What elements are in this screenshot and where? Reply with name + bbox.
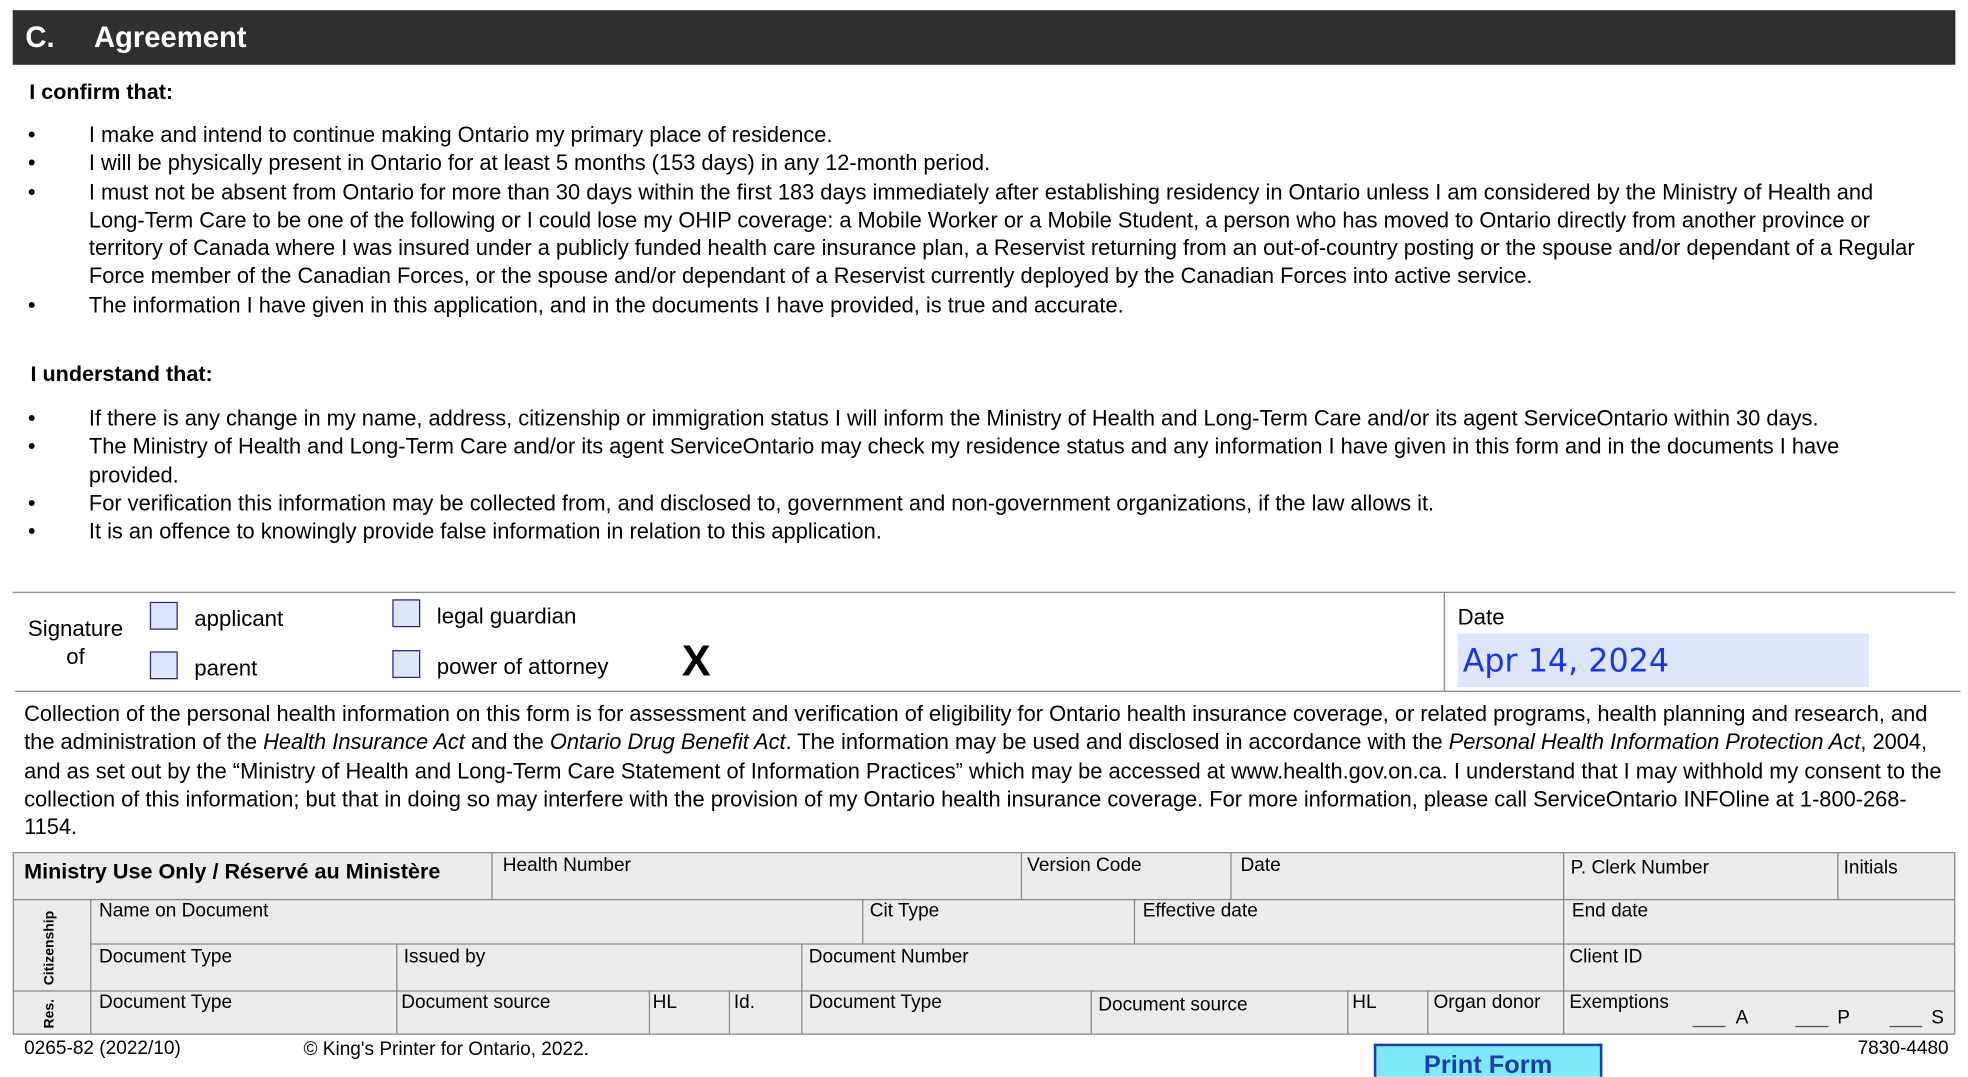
document-number-label: Document Number	[808, 945, 969, 968]
confirm-heading: I confirm that:	[29, 79, 174, 105]
divider	[1021, 853, 1022, 899]
signature-of-label: Signature of	[27, 615, 124, 670]
signature-x-mark: X	[681, 637, 711, 686]
cit-type-label: Cit Type	[869, 900, 940, 922]
document-source-label: Document source	[401, 991, 551, 1014]
exemptions-label: Exemptions	[1569, 991, 1669, 1014]
divider	[1837, 853, 1838, 899]
ministry-title: Ministry Use Only / Réservé au Ministère	[24, 859, 441, 884]
list-item: • For verification this information may be collected from, and disclosed to, government and non-government organizations, if the law allows it.	[27, 489, 1435, 516]
ministry-use-table	[13, 852, 1956, 1035]
legal-guardian-label: legal guardian	[436, 603, 577, 629]
divider	[649, 990, 650, 1033]
divider	[801, 943, 802, 1033]
divider	[396, 943, 397, 1033]
exemption-p-label: P	[1837, 1006, 1850, 1029]
list-item: • If there is any change in my name, address, citizenship or immigration status I will inform the Ministry of Health and Long-Term Care and/or its agent ServiceOntario within 30 days.	[27, 405, 1819, 431]
divider	[13, 592, 1956, 593]
exemption-s-label: S	[1931, 1006, 1944, 1029]
section-letter: C.	[25, 20, 55, 54]
document-source-label: Document source	[1098, 994, 1248, 1016]
divider	[90, 943, 1954, 944]
initials-label: Initials	[1843, 857, 1898, 879]
divider	[1347, 990, 1348, 1033]
citizenship-label: Citizenship	[41, 910, 58, 986]
list-item: • I make and intend to continue making Ontario my primary place of residence.	[27, 121, 833, 148]
understand-list	[28, 404, 1933, 546]
exemption-s-blank	[1889, 1026, 1922, 1027]
list-item: • The Ministry of Health and Long-Term Care and/or its agent ServiceOntario may check my residence status and any information I have given in this form and in the documents I have provided.	[27, 433, 1840, 488]
clerk-number-label: P. Clerk Number	[1570, 857, 1709, 879]
client-id-label: Client ID	[1569, 945, 1643, 968]
power-of-attorney-checkbox[interactable]	[392, 650, 420, 678]
document-type-label: Document Type	[808, 991, 942, 1014]
divider	[729, 990, 730, 1033]
list-item: • It is an offence to knowingly provide false information in relation to this application.	[27, 518, 882, 544]
res-label: Res.	[41, 998, 58, 1029]
divider	[491, 853, 492, 899]
legal-guardian-checkbox[interactable]	[392, 599, 420, 627]
date-label-ministry: Date	[1240, 854, 1281, 877]
date-field[interactable]	[1458, 634, 1869, 687]
list-item: • The information I have given in this application, and in the documents I have provided, is true and accurate.	[27, 291, 1124, 318]
divider	[1444, 592, 1445, 691]
parent-checkbox[interactable]	[150, 651, 178, 679]
print-form-button[interactable]: Print Form	[1374, 1044, 1603, 1077]
exemption-a-blank	[1693, 1026, 1726, 1027]
name-on-document-label: Name on Document	[99, 900, 269, 922]
form-number: 0265-82 (2022/10)	[24, 1037, 181, 1059]
end-date-label: End date	[1571, 900, 1649, 922]
divider	[14, 899, 1954, 900]
divider	[1091, 990, 1092, 1033]
divider	[90, 899, 91, 1034]
applicant-checkbox[interactable]	[150, 602, 178, 630]
section-header	[13, 10, 1956, 65]
collection-notice: Collection of the personal health information on this form is for assessment and verification of eligibility for Ontario health insurance coverage, or related programs, health planning and research, and the administration of the Health Insurance Act and the Ontario Drug Benefit Act. The information may be used and disclosed in accordance with the Personal Health Information Protection Act, 2004, and as set out by the “Ministry of Health and Long-Term Care Statement of Information Practices” which may be accessed at www.health.gov.on.ca. I understand that I may withhold my consent to the collection of this information; but that in doing so may interfere with the provision of my Ontario health insurance coverage. For more information, please call ServiceOntario INFOline at 1-800-268-1154.	[24, 700, 1942, 840]
document-type-label: Document Type	[99, 945, 233, 968]
exemption-a-label: A	[1735, 1006, 1749, 1029]
understand-heading: I understand that:	[30, 361, 213, 386]
divider	[862, 899, 863, 943]
divider	[1134, 899, 1135, 943]
divider	[15, 691, 1960, 692]
document-type-label: Document Type	[99, 991, 233, 1014]
divider	[1230, 853, 1231, 899]
parent-label: parent	[194, 655, 258, 681]
hl-label: HL	[652, 991, 677, 1014]
form-code: 7830-4480	[1857, 1037, 1949, 1059]
id-label: Id.	[733, 991, 756, 1014]
list-item: • I will be physically present in Ontario for at least 5 months (153 days) in any 12-month period.	[27, 150, 991, 176]
exemption-p-blank	[1795, 1026, 1828, 1027]
confirm-list	[28, 121, 1933, 319]
effective-date-label: Effective date	[1142, 900, 1258, 922]
date-label: Date	[1457, 604, 1505, 630]
hl-label: HL	[1352, 991, 1377, 1014]
power-of-attorney-label: power of attorney	[436, 653, 609, 680]
issued-by-label: Issued by	[403, 945, 486, 968]
health-number-label: Health Number	[502, 854, 631, 877]
divider	[1427, 990, 1428, 1033]
version-code-label: Version Code	[1027, 854, 1142, 877]
list-item: • I must not be absent from Ontario for more than 30 days within the first 183 days immediately after establishing residency in Ontario unless I am considered by the Ministry of Health and Long-Term Care to be one of the following or I could lose my OHIP coverage: a Mobile Worker or a Mobile Student, a person who has moved to Ontario directly from another province or territory of Canada where I was insured under a publicly funded health care insurance plan, a Reservist returning from an out-of-country posting or the spouse and/or dependant of a Regular Force member of the Canadian Forces, or the spouse and/or dependant of a Reservist currently deployed by the Canadian Forces into active service.	[27, 178, 1915, 289]
applicant-label: applicant	[194, 605, 284, 632]
copyright: © King's Printer for Ontario, 2022.	[303, 1038, 589, 1061]
divider	[1563, 853, 1564, 1033]
section-title: Agreement	[93, 20, 247, 54]
organ-donor-label: Organ donor	[1433, 991, 1541, 1014]
